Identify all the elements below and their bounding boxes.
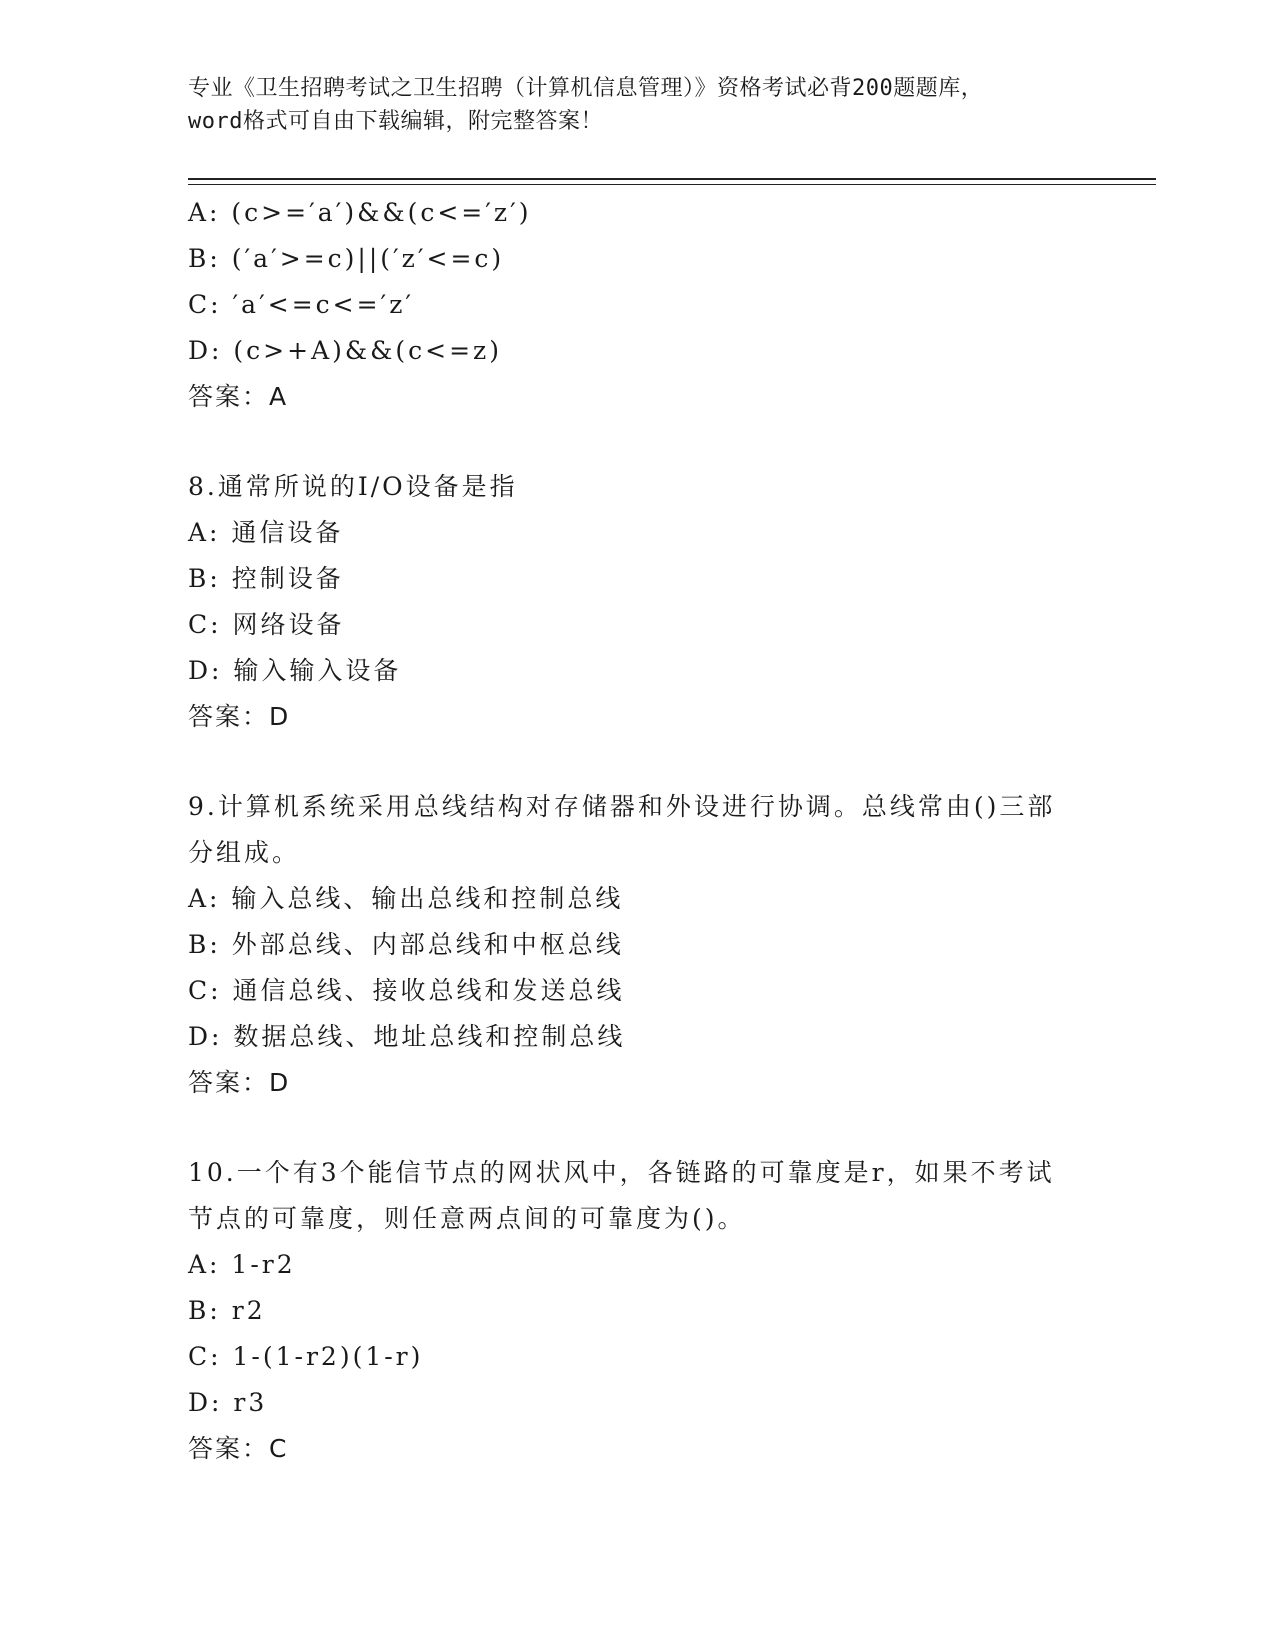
- header-rule-thick: [188, 178, 1156, 180]
- question-7: [188, 190, 1088, 420]
- answer: 答案：D: [188, 1068, 291, 1097]
- answer: 答案：A: [188, 382, 289, 411]
- option-a: A: 输入总线、输出总线和控制总线: [188, 884, 624, 913]
- question-list: [188, 190, 1088, 1472]
- option-c: C: 1-(1-r2)(1-r): [188, 1342, 424, 1371]
- option-a: A: 通信设备: [188, 518, 344, 547]
- header-line-2: word格式可自由下载编辑，附完整答案！: [188, 109, 603, 134]
- option-a: A: 1-r2: [188, 1250, 296, 1279]
- document-header: [188, 72, 1108, 138]
- option-c: C: 网络设备: [188, 610, 345, 639]
- option-d: D: 数据总线、地址总线和控制总线: [188, 1022, 626, 1051]
- answer: 答案：D: [188, 702, 291, 731]
- question-stem: 10.一个有3个能信节点的网状风中，各链路的可靠度是r，如果不考试节点的可靠度，则任意两点间的可靠度为()。: [188, 1158, 1055, 1233]
- option-c: C: ′a′<=c<=′z′: [188, 290, 415, 319]
- answer: 答案：C: [188, 1434, 289, 1463]
- question-10: [188, 1150, 1088, 1472]
- header-line-1: 专业《卫生招聘考试之卫生招聘（计算机信息管理）》资格考试必背200题题库，: [188, 76, 984, 101]
- question-8: [188, 464, 1088, 740]
- option-b: B: 外部总线、内部总线和中枢总线: [188, 930, 624, 959]
- option-c: C: 通信总线、接收总线和发送总线: [188, 976, 625, 1005]
- option-b: B: (′a′>=c)||(′z′<=c): [188, 244, 505, 273]
- question-stem: 8.通常所说的I/O设备是指: [188, 472, 518, 501]
- header-rule-thin: [188, 184, 1156, 185]
- option-b: B: 控制设备: [188, 564, 344, 593]
- option-d: D: 输入输入设备: [188, 656, 402, 685]
- option-a: A: (c>=′a′)&&(c<=′z′): [188, 198, 532, 227]
- question-stem: 9.计算机系统采用总线结构对存储器和外设进行协调。总线常由()三部分组成。: [188, 792, 1056, 867]
- option-d: D: r3: [188, 1388, 268, 1417]
- question-9: [188, 784, 1088, 1106]
- option-d: D: (c>+A)&&(c<=z): [188, 336, 502, 365]
- option-b: B: r2: [188, 1296, 266, 1325]
